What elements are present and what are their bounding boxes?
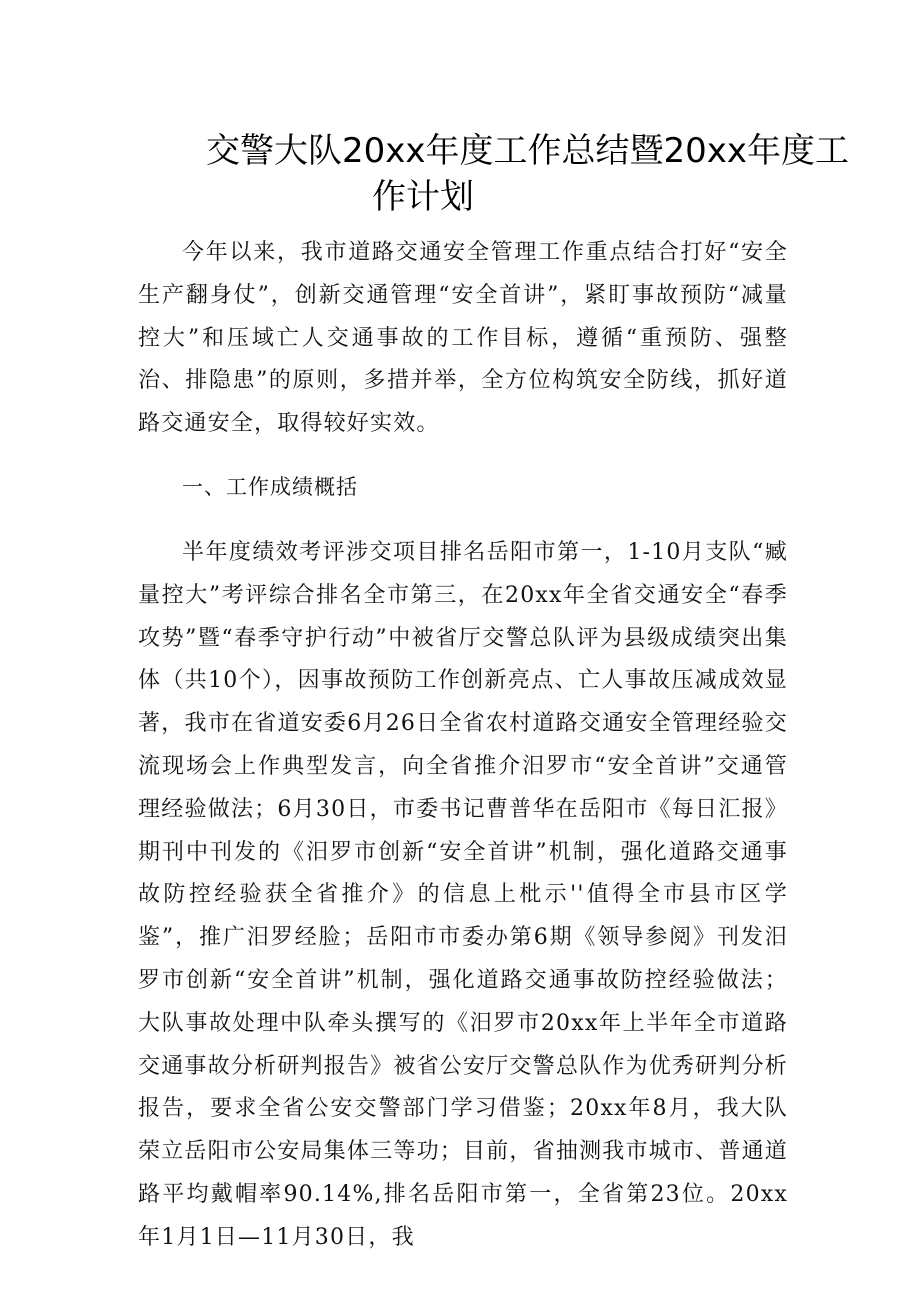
document-body [138,232,788,1260]
title-line-2: 作计划 [372,177,474,217]
intro-paragraph: 今年以来，我市道路交通安全管理工作重点结合打好“安全生产翻身仗”，创新交通管理“安全首讲”，紧盯事故预防“减量控大”和压域亡人交通事故的工作目标，遵循“重预防、强整治、排隐患”的原则，多措并举，全方位构筑安全防线，抓好道路交通安全，取得较好实效。 [138,240,788,437]
section-heading-1: 一、工作成绩概括 [182,474,358,499]
title-line-1: 交警大队20xx年度工作总结暨20xx年度工 [206,131,850,171]
document-title [140,128,850,220]
section-1-paragraph: 半年度绩效考评涉交项目排名岳阳市第一，1-10月支队“臧量控大”考评综合排名全市第三，在20xx年全省交通安全“春季攻势”暨“春季守护行动”中被省厅交警总队评为县级成绩突出集体（共10个），因事故预防工作创新亮点、亡人事故压减成效显著，我市在省道安委6月26日全省农村道路交通安全管理经验交流现场会上作典型发言，向全省推介汨罗市“安全首讲”交通管理经验做法；6月30日，市委书记曹普华在岳阳市《每日汇报》期刊中刊发的《汨罗市创新“安全首讲”机制，强化道路交通事故防控经验获全省推介》的信息上枇示''值得全市县市区学鉴”，推广汨罗经脸；岳阳市市委办第6期《领导参阅》刊发汨罗市创新“安全首讲”机制，强化道路交通事故防控经验做法；大队事故处理中队牵头撰写的《汨罗市20xx年上半年全市道路交通事故分析研判报告》被省公安厅交警总队作为优秀研判分析报告，要求全省公安交警部门学习借鉴；20xx年8月，我大队荣立岳阳市公安局集体三等功；目前，省抽测我市城市、普通道路平均戴帽率90.14%,排名岳阳市第一，全省第23位。20xx年1月1日—11月30日，我 [138,539,788,1250]
